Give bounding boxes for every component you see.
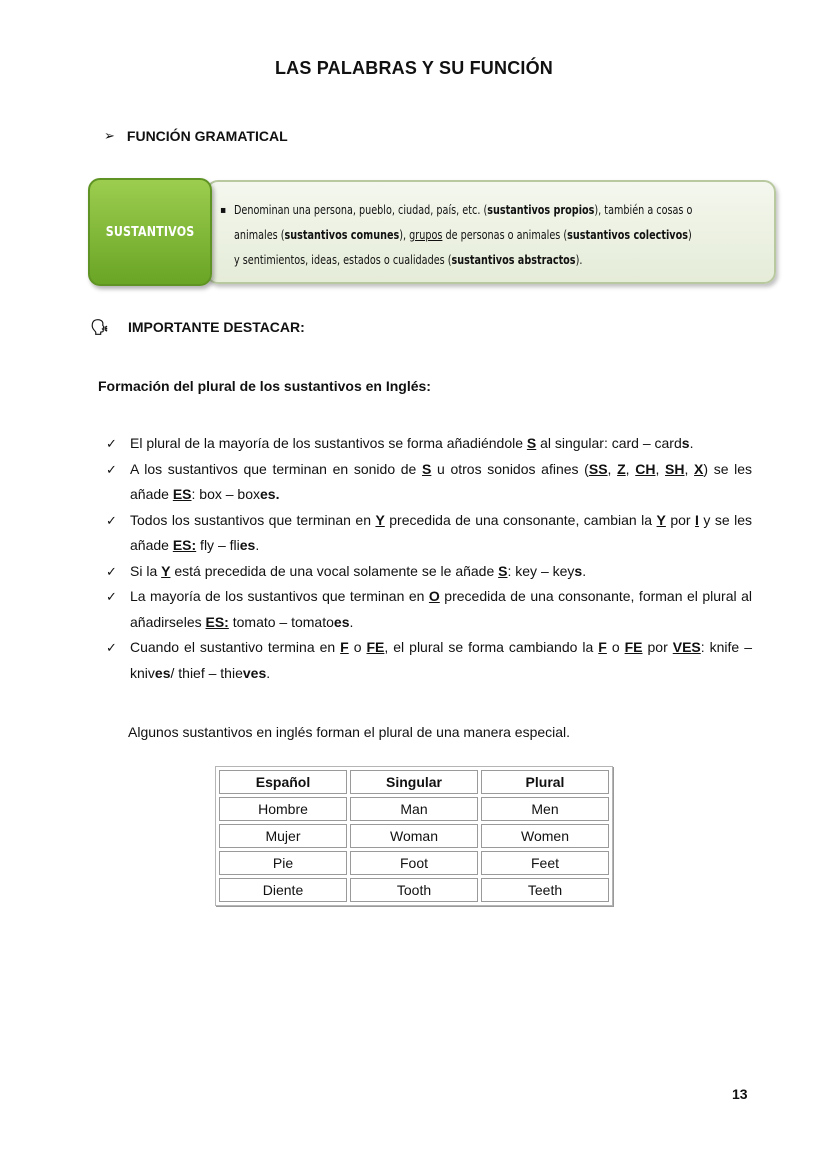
- arrow-bullet-icon: ➢: [104, 128, 115, 143]
- column-header: Singular: [350, 770, 478, 794]
- table-cell: Hombre: [219, 797, 347, 821]
- column-header: Plural: [481, 770, 609, 794]
- list-item: ✓ Todos los sustantivos que terminan en Y precedida de una consonante, cambian la Y por I y se les añade ES: fly – flies.: [106, 508, 752, 559]
- section-heading: [104, 128, 288, 144]
- table-header-row: [219, 770, 609, 794]
- page-number: 13: [732, 1086, 748, 1102]
- check-icon: ✓: [106, 640, 117, 655]
- table-cell: Men: [481, 797, 609, 821]
- check-icon: ✓: [106, 436, 117, 451]
- plural-rules-list: [106, 431, 752, 686]
- table-row: [219, 824, 609, 848]
- list-item: ✓ A los sustantivos que terminan en sonido de S u otros sonidos afines (SS, Z, CH, SH, X) se les añade ES: box – boxes.: [106, 457, 752, 508]
- table-cell: Foot: [350, 851, 478, 875]
- table-cell: Mujer: [219, 824, 347, 848]
- table-cell: Man: [350, 797, 478, 821]
- table-cell: Teeth: [481, 878, 609, 902]
- table-cell: Women: [481, 824, 609, 848]
- list-item: ✓ El plural de la mayoría de los sustantivos se forma añadiéndole S al singular: card – cards.: [106, 431, 752, 457]
- table-cell: Pie: [219, 851, 347, 875]
- list-item: ✓ Si la Y está precedida de una vocal solamente se le añade S: key – keys.: [106, 559, 752, 585]
- irregular-plural-table: [215, 766, 613, 906]
- check-icon: ✓: [106, 563, 117, 579]
- table-row: [219, 797, 609, 821]
- definition-line-1: Denominan una persona, pueblo, ciudad, país, etc. (sustantivos propios), también a cosas o: [234, 203, 693, 217]
- sustantivos-definition-box: [88, 178, 776, 288]
- important-heading: [90, 318, 305, 336]
- list-item: ✓ La mayoría de los sustantivos que terminan en O precedida de una consonante, forman el plural al añadirseles ES: tomato – tomatoes.: [106, 584, 752, 635]
- table-row: [219, 878, 609, 902]
- table-cell: Woman: [350, 824, 478, 848]
- plural-subtitle: Formación del plural de los sustantivos en Inglés:: [98, 378, 431, 394]
- table-row: [219, 851, 609, 875]
- table-cell: Feet: [481, 851, 609, 875]
- column-header: Español: [219, 770, 347, 794]
- sustantivos-label: SUSTANTIVOS: [105, 224, 195, 240]
- definition-text: [220, 198, 766, 273]
- check-icon: ✓: [106, 461, 117, 477]
- irregular-intro: Algunos sustantivos en inglés forman el plural de una manera especial.: [128, 724, 571, 740]
- important-label: IMPORTANTE DESTACAR:: [128, 319, 305, 335]
- table-cell: Diente: [219, 878, 347, 902]
- sustantivos-label-box: [88, 178, 212, 286]
- page-title: LAS PALABRAS Y SU FUNCIÓN: [274, 58, 554, 78]
- check-icon: ✓: [106, 512, 117, 528]
- table-cell: Tooth: [350, 878, 478, 902]
- square-bullet-icon: ▪: [220, 205, 227, 216]
- definition-panel: [206, 180, 776, 284]
- section-label: FUNCIÓN GRAMATICAL: [126, 128, 288, 144]
- list-item: ✓ Cuando el sustantivo termina en F o FE, el plural se forma cambiando la F o FE por VES: knife – knives/ thief – thieves.: [106, 635, 752, 686]
- definition-line-3: y sentimientos, ideas, estados o cualidades (sustantivos abstractos).: [234, 253, 583, 267]
- check-icon: ✓: [106, 589, 117, 604]
- definition-line-2: animales (sustantivos comunes), grupos de personas o animales (sustantivos colectivos): [234, 228, 692, 242]
- speaking-head-icon: 🗣: [90, 319, 110, 336]
